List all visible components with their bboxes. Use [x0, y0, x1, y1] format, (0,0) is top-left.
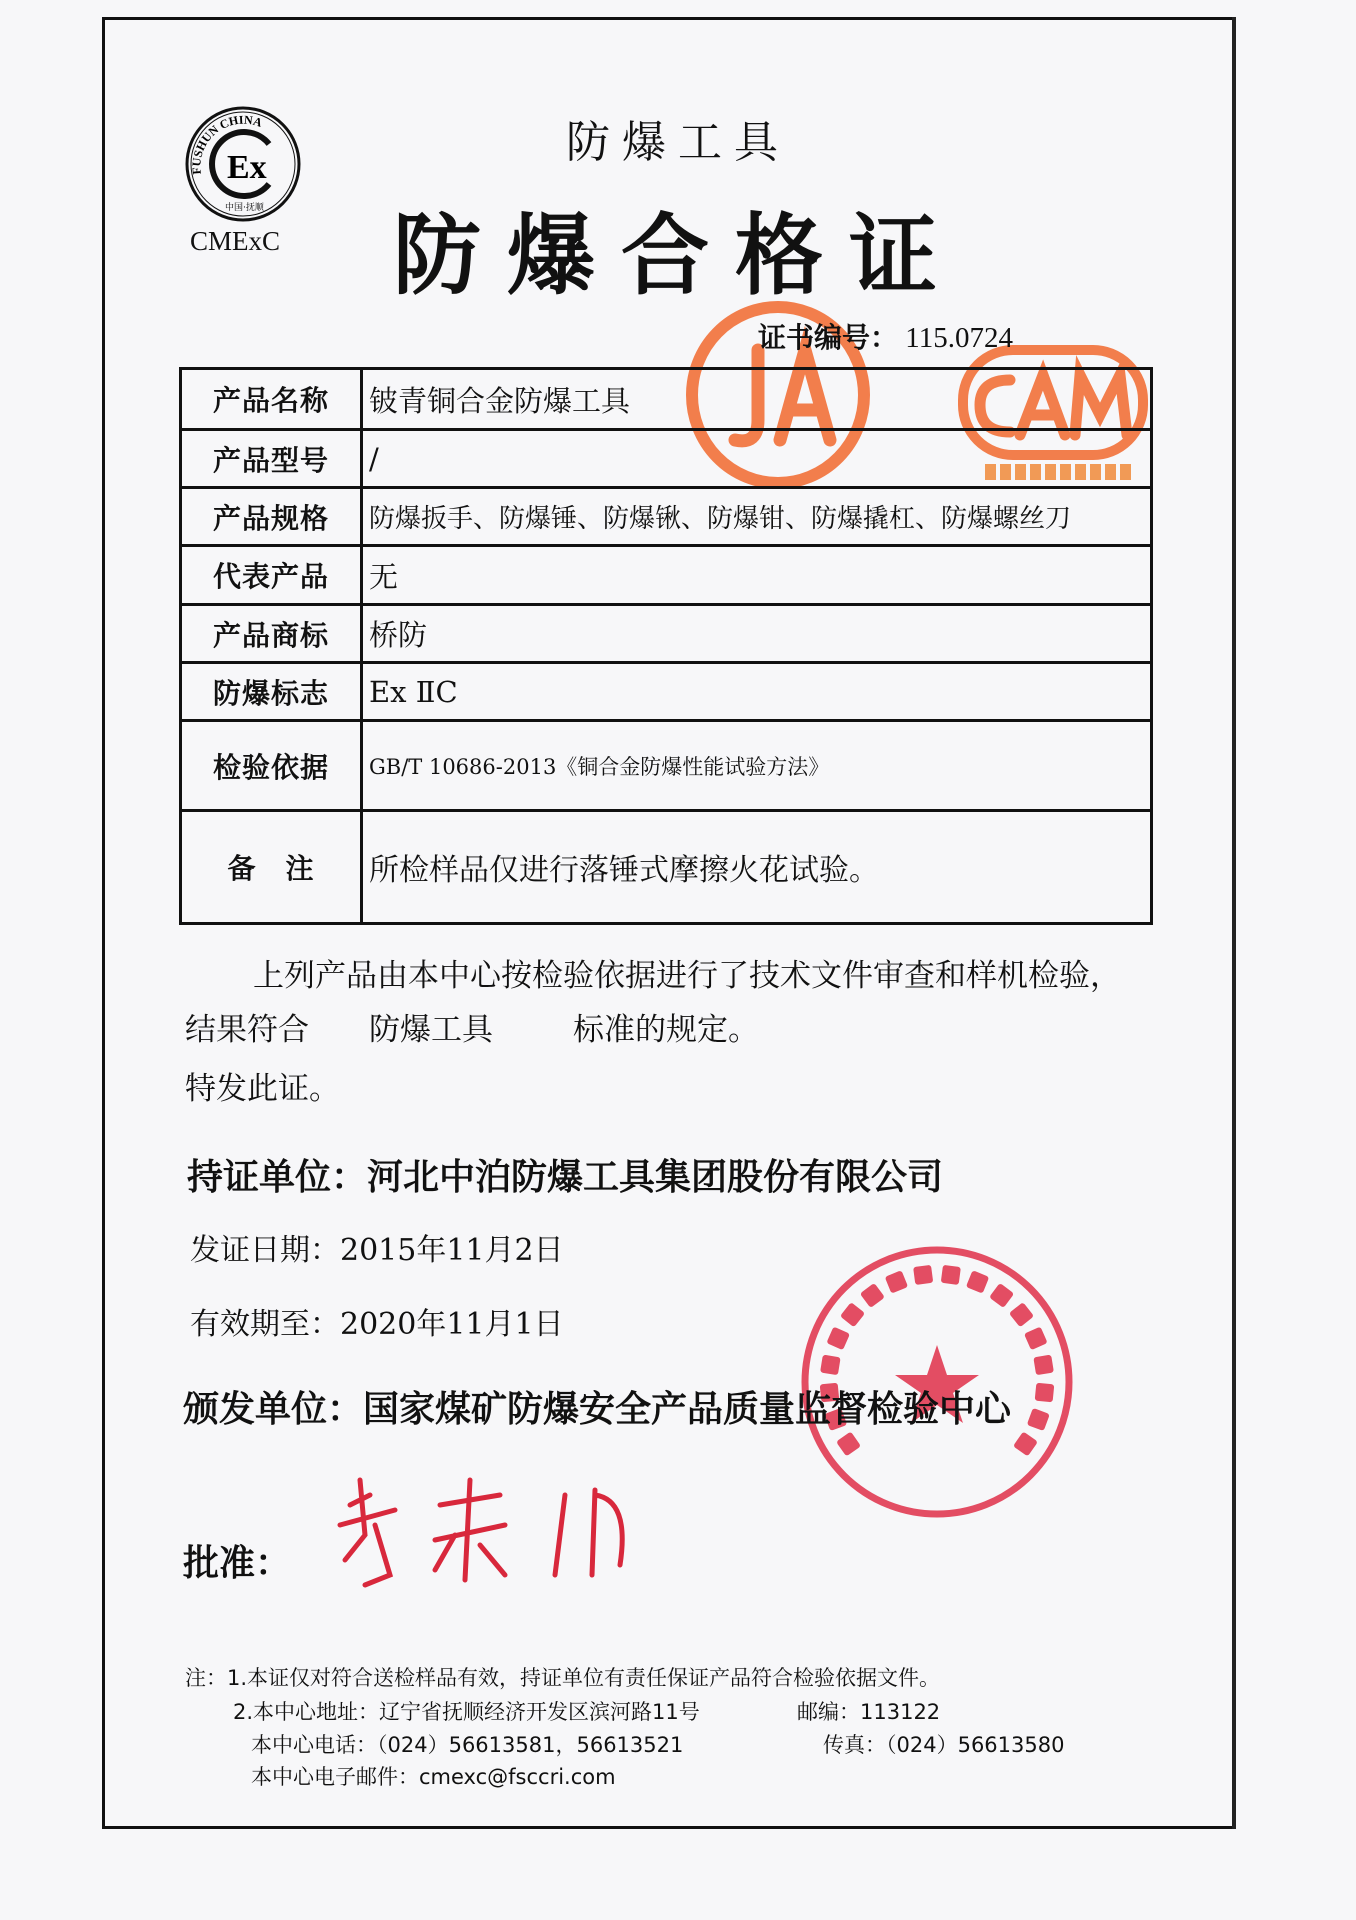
note-phone: 本中心电话：（024）56613581，56613521	[251, 1733, 684, 1757]
approval-label: 批准：	[183, 1543, 292, 1584]
row-value: Ex ⅡC	[362, 663, 1152, 721]
table-row	[181, 430, 1152, 488]
svg-text:FUSHUN CHINA: FUSHUN CHINA	[189, 112, 264, 176]
row-value: /	[362, 430, 1152, 488]
body-line-2	[185, 1004, 885, 1049]
seal-glyph	[1024, 1327, 1048, 1351]
body-text: 结果符合	[185, 1012, 309, 1048]
row-label: 检验依据	[181, 721, 362, 811]
row-label: 备 注	[181, 811, 362, 924]
holder	[187, 1149, 943, 1200]
row-label: 防爆标志	[181, 663, 362, 721]
seal-glyph	[826, 1327, 850, 1351]
row-value: 无	[362, 546, 1152, 605]
valid-until-value: 2020年11月1日	[340, 1307, 564, 1342]
table-row	[181, 488, 1152, 546]
table-row	[181, 721, 1152, 811]
seal-glyph	[913, 1265, 933, 1285]
row-value: 桥防	[362, 605, 1152, 663]
body-text: 标准的规定。	[573, 1012, 759, 1048]
product-info-table	[179, 367, 1153, 925]
note-1: 注：1.本证仅对符合送检样品有效，持证单位有责任保证产品符合检验依据文件。	[185, 1666, 941, 1690]
note-2-address: 2.本中心地址：辽宁省抚顺经济开发区滨河路11号	[233, 1700, 700, 1724]
document-title: 防爆合格证	[392, 203, 963, 307]
issue-date-value: 2015年11月2日	[340, 1233, 564, 1268]
valid-until-label: 有效期至：	[190, 1307, 340, 1342]
note-postcode: 邮编：113122	[797, 1700, 941, 1724]
row-label: 代表产品	[181, 546, 362, 605]
note-email: 本中心电子邮件：cmexc@fscсri.com	[251, 1765, 616, 1789]
table-row	[181, 605, 1152, 663]
issuer-label: 颁发单位：	[183, 1389, 364, 1430]
seal-glyph	[1035, 1383, 1055, 1403]
note-fax: 传真：（024）56613580	[823, 1733, 1065, 1757]
row-label: 产品规格	[181, 488, 362, 546]
row-value: 防爆扳手、防爆锤、防爆锹、防爆钳、防爆撬杠、防爆螺丝刀	[362, 488, 1152, 546]
seal-glyph	[941, 1265, 961, 1285]
row-label: 产品型号	[181, 430, 362, 488]
seal-glyph	[836, 1431, 861, 1456]
table-row	[181, 369, 1152, 430]
signature	[330, 1465, 660, 1595]
seal-glyph	[1033, 1355, 1054, 1376]
seal-glyph	[860, 1283, 885, 1308]
table-row	[181, 663, 1152, 721]
seal-glyph	[885, 1270, 908, 1293]
body-line-1: 上列产品由本中心按检验依据进行了技术文件审查和样机检验，	[253, 958, 1121, 994]
standard-name: 防爆工具	[369, 1012, 493, 1048]
seal-glyph	[1009, 1302, 1034, 1327]
issuer	[183, 1381, 1011, 1432]
cert-no-label: 证书编号：	[758, 321, 899, 354]
svg-text:中国·抚顺: 中国·抚顺	[225, 203, 264, 213]
seal-glyph	[1027, 1408, 1050, 1431]
issue-date-label: 发证日期：	[190, 1233, 340, 1268]
table-row	[181, 811, 1152, 924]
seal-glyph	[989, 1283, 1014, 1308]
issue-date	[190, 1225, 564, 1269]
table-row	[181, 546, 1152, 605]
row-label: 产品商标	[181, 605, 362, 663]
holder-value: 河北中泊防爆工具集团股份有限公司	[367, 1157, 944, 1198]
row-label: 产品名称	[181, 369, 362, 430]
certificate-number	[758, 316, 1013, 356]
cert-no-value: 115.0724	[905, 322, 1013, 354]
row-value: 铍青铜合金防爆工具	[362, 369, 1152, 430]
svg-text:Ex: Ex	[227, 149, 267, 186]
holder-label: 持证单位：	[187, 1157, 368, 1198]
body-line-3: 特发此证。	[185, 1071, 340, 1107]
issuer-value: 国家煤矿防爆安全产品质量监督检验中心	[363, 1389, 1012, 1430]
row-value: 所检样品仅进行落锤式摩擦火花试验。	[362, 811, 1152, 924]
seal-glyph	[966, 1270, 989, 1293]
seal-glyph	[1013, 1431, 1038, 1456]
valid-until	[190, 1299, 564, 1343]
seal-glyph	[820, 1355, 841, 1376]
row-value: GB/T 10686-2013《铜合金防爆性能试验方法》	[362, 721, 1152, 811]
logo-caption: CMExC	[190, 226, 281, 256]
document-subtitle: 防爆工具	[566, 117, 790, 168]
seal-glyph	[840, 1302, 865, 1327]
